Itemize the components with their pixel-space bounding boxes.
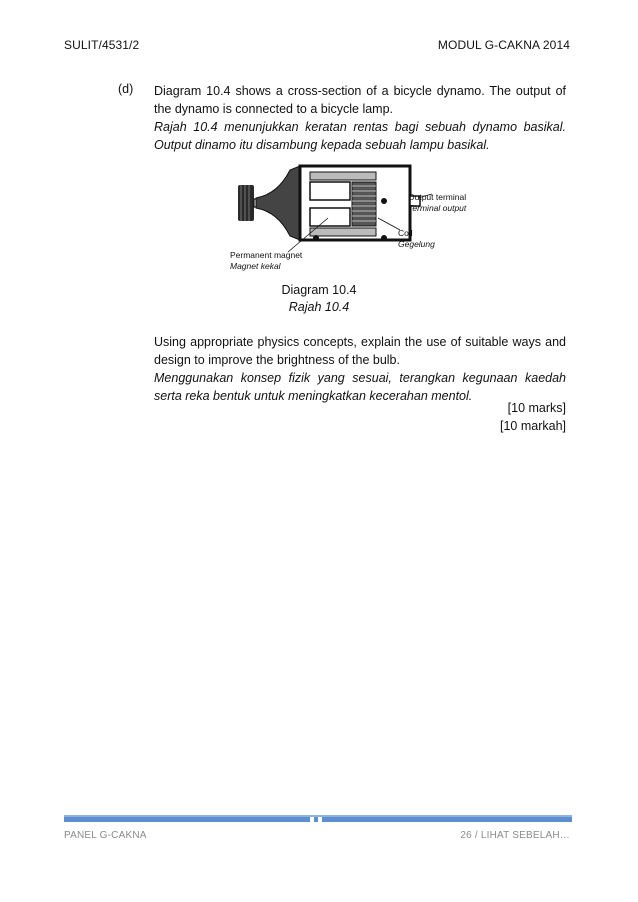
coil	[352, 182, 376, 226]
marks-malay: [10 markah]	[499, 419, 566, 433]
label-coil-ms: Gegelung	[398, 239, 435, 249]
task-english: Using appropriate physics concepts, explain the use of suitable ways and design to improve the brightness of the bulb.	[154, 335, 566, 367]
label-magnet-en: Permanent magnet	[230, 250, 303, 260]
label-magnet-ms: Magnet kekal	[230, 261, 281, 271]
iron-frame-bottom	[310, 228, 376, 236]
permanent-magnet-top	[310, 182, 350, 200]
question-intro	[154, 82, 566, 154]
question-task	[154, 333, 566, 405]
footer-rule	[64, 815, 572, 823]
permanent-magnet-bottom	[310, 208, 350, 226]
dynamo-knob	[238, 185, 254, 221]
label-output-en: Output terminal	[408, 192, 467, 202]
intro-malay: Rajah 10.4 menunjukkan keratan rentas bagi sebuah dynamo basikal. Output dinamo itu disambung kepada sebuah lampu basikal.	[154, 120, 566, 152]
dynamo-front-cover	[256, 166, 300, 240]
task-malay: Menggunakan konsep fizik yang sesuai, terangkan kegunaan kaedah serta reka bentuk untuk meningkatkan kecerahan mentol.	[154, 371, 566, 403]
header-left: SULIT/4531/2	[64, 38, 140, 52]
diagram-caption-malay: Rajah 10.4	[288, 300, 350, 314]
footer-left: PANEL G-CAKNA	[64, 830, 147, 841]
iron-frame-top	[310, 172, 376, 180]
label-output-ms: Terminal output	[408, 203, 467, 213]
footer-right: 26 / LIHAT SEBELAH…	[460, 830, 570, 841]
intro-english: Diagram 10.4 shows a cross-section of a bicycle dynamo. The output of the dynamo is connected to a bicycle lamp.	[154, 84, 566, 116]
question-label: (d)	[118, 82, 134, 96]
marks-english: [10 marks]	[507, 401, 566, 415]
dynamo-diagram	[228, 158, 480, 276]
header-right: MODUL G-CAKNA 2014	[437, 38, 570, 52]
diagram-caption: Diagram 10.4	[281, 283, 357, 297]
label-coil-en: Coil	[398, 228, 413, 238]
